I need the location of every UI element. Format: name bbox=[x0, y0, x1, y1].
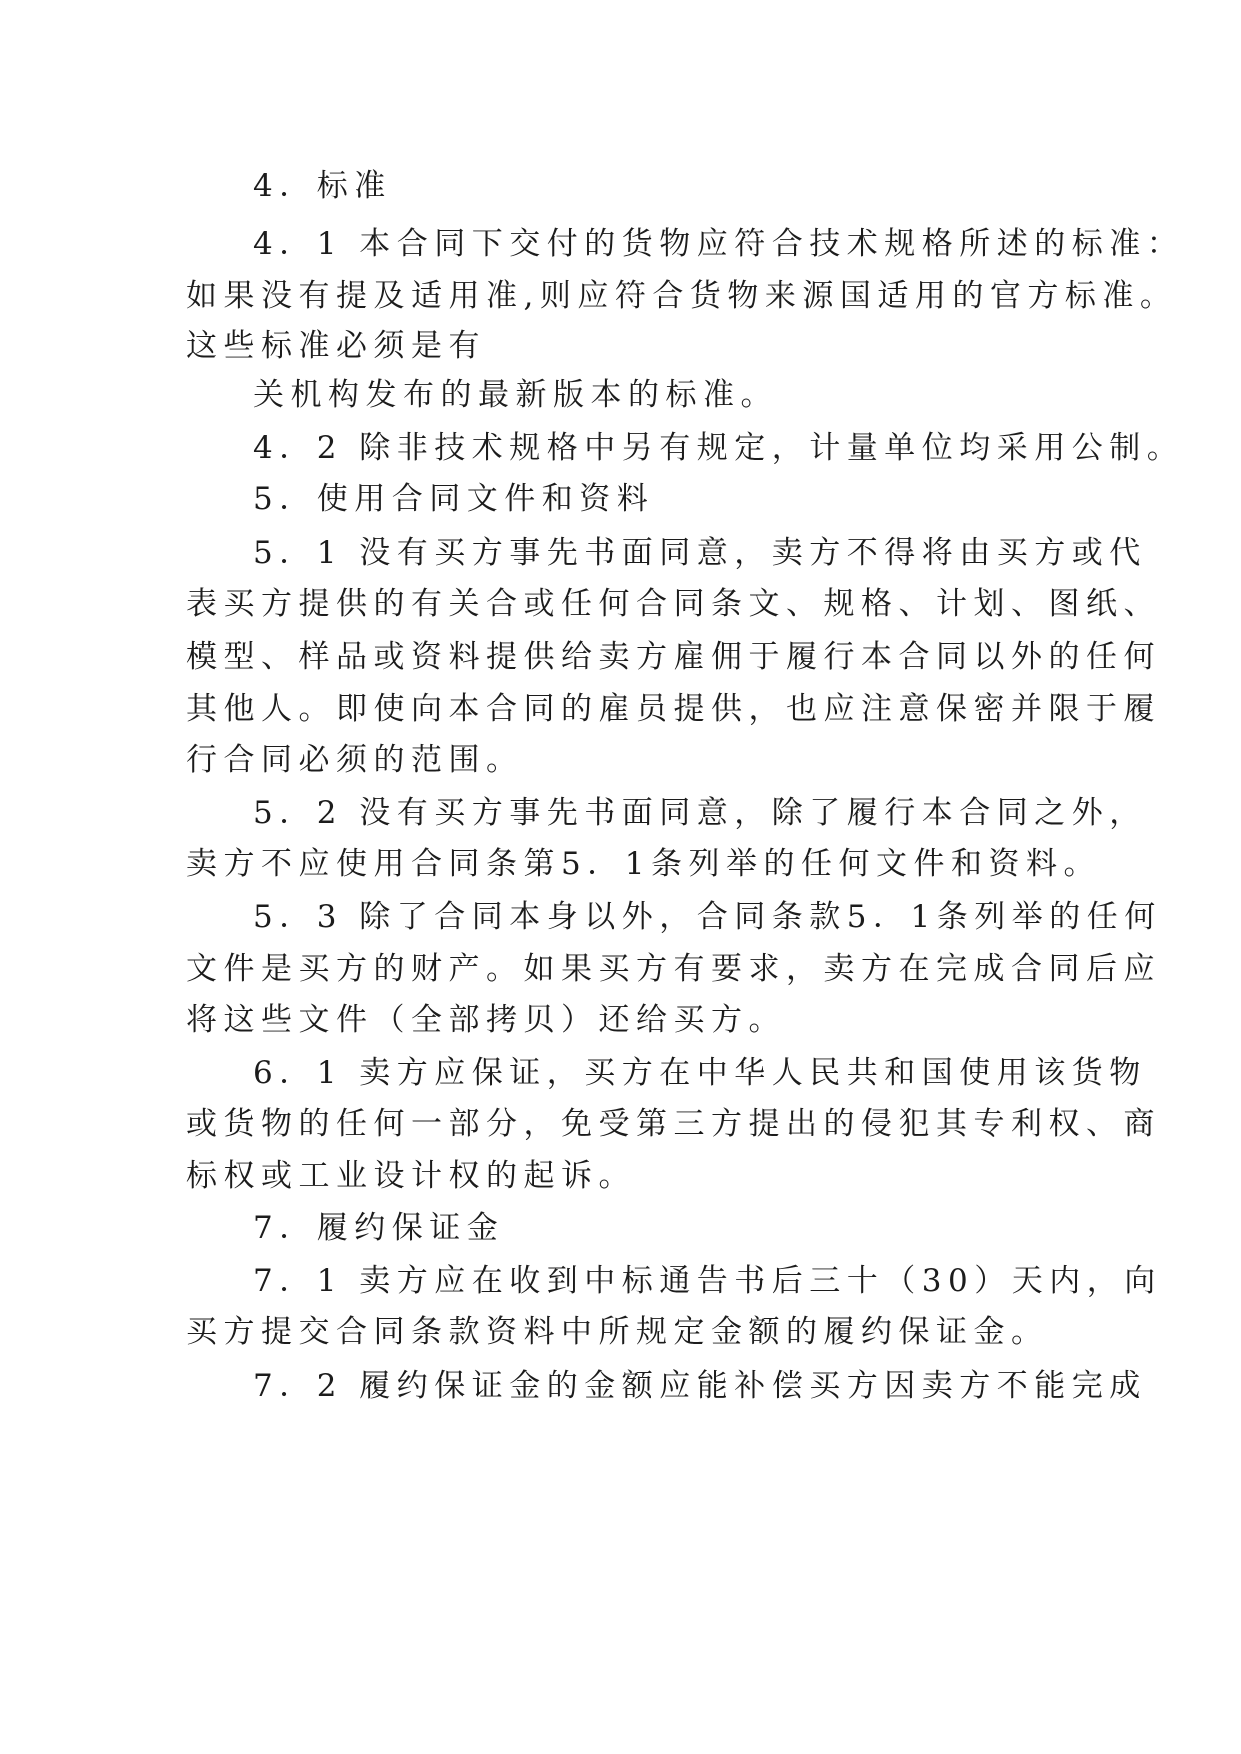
paragraph-line: 7．2 履约保证金的金额应能补偿买方因卖方不能完成 bbox=[253, 1368, 1147, 1404]
section-heading-5: 5．使用合同文件和资料 bbox=[253, 481, 655, 517]
paragraph-line: 5．1 没有买方事先书面同意，卖方不得将由买方或代 bbox=[253, 535, 1147, 571]
paragraph-line: 7．1 卖方应在收到中标通告书后三十（30）天内，向 bbox=[253, 1263, 1162, 1299]
paragraph-line: 5．2 没有买方事先书面同意，除了履行本合同之外， bbox=[253, 795, 1147, 831]
paragraph-line: 如果没有提及适用准,则应符合货物来源国适用的官方标准。 bbox=[186, 278, 1178, 314]
paragraph-line: 模型、样品或资料提供给卖方雇佣于履行本合同以外的任何 bbox=[186, 639, 1161, 675]
paragraph-line: 其他人。即使向本合同的雇员提供，也应注意保密并限于履 bbox=[186, 691, 1161, 727]
paragraph-line: 卖方不应使用合同条第5．1条列举的任何文件和资料。 bbox=[186, 846, 1101, 882]
paragraph-line: 4．2 除非技术规格中另有规定，计量单位均采用公制。 bbox=[253, 430, 1185, 466]
paragraph-line: 这些标准必须是有 bbox=[186, 328, 486, 364]
paragraph-line: 关机构发布的最新版本的标准。 bbox=[253, 377, 778, 413]
paragraph-line: 行合同必须的范围。 bbox=[186, 742, 524, 778]
paragraph-line: 表买方提供的有关合或任何合同条文、规格、计划、图纸、 bbox=[186, 586, 1161, 622]
paragraph-line: 5．3 除了合同本身以外，合同条款5．1条列举的任何 bbox=[253, 899, 1162, 935]
paragraph-line: 文件是买方的财产。如果买方有要求，卖方在完成合同后应 bbox=[186, 951, 1161, 987]
paragraph-line: 或货物的任何一部分，免受第三方提出的侵犯其专利权、商 bbox=[186, 1106, 1161, 1142]
paragraph-line: 买方提交合同条款资料中所规定金额的履约保证金。 bbox=[186, 1314, 1049, 1350]
paragraph-line: 将这些文件（全部拷贝）还给买方。 bbox=[186, 1002, 786, 1038]
section-heading-7: 7．履约保证金 bbox=[253, 1210, 505, 1246]
paragraph-line: 4．1 本合同下交付的货物应符合技术规格所述的标准： bbox=[253, 226, 1185, 262]
paragraph-line: 标权或工业设计权的起诉。 bbox=[186, 1158, 636, 1194]
paragraph-line: 6．1 卖方应保证，买方在中华人民共和国使用该货物 bbox=[253, 1055, 1147, 1091]
section-heading-4: 4．标准 bbox=[253, 168, 392, 204]
